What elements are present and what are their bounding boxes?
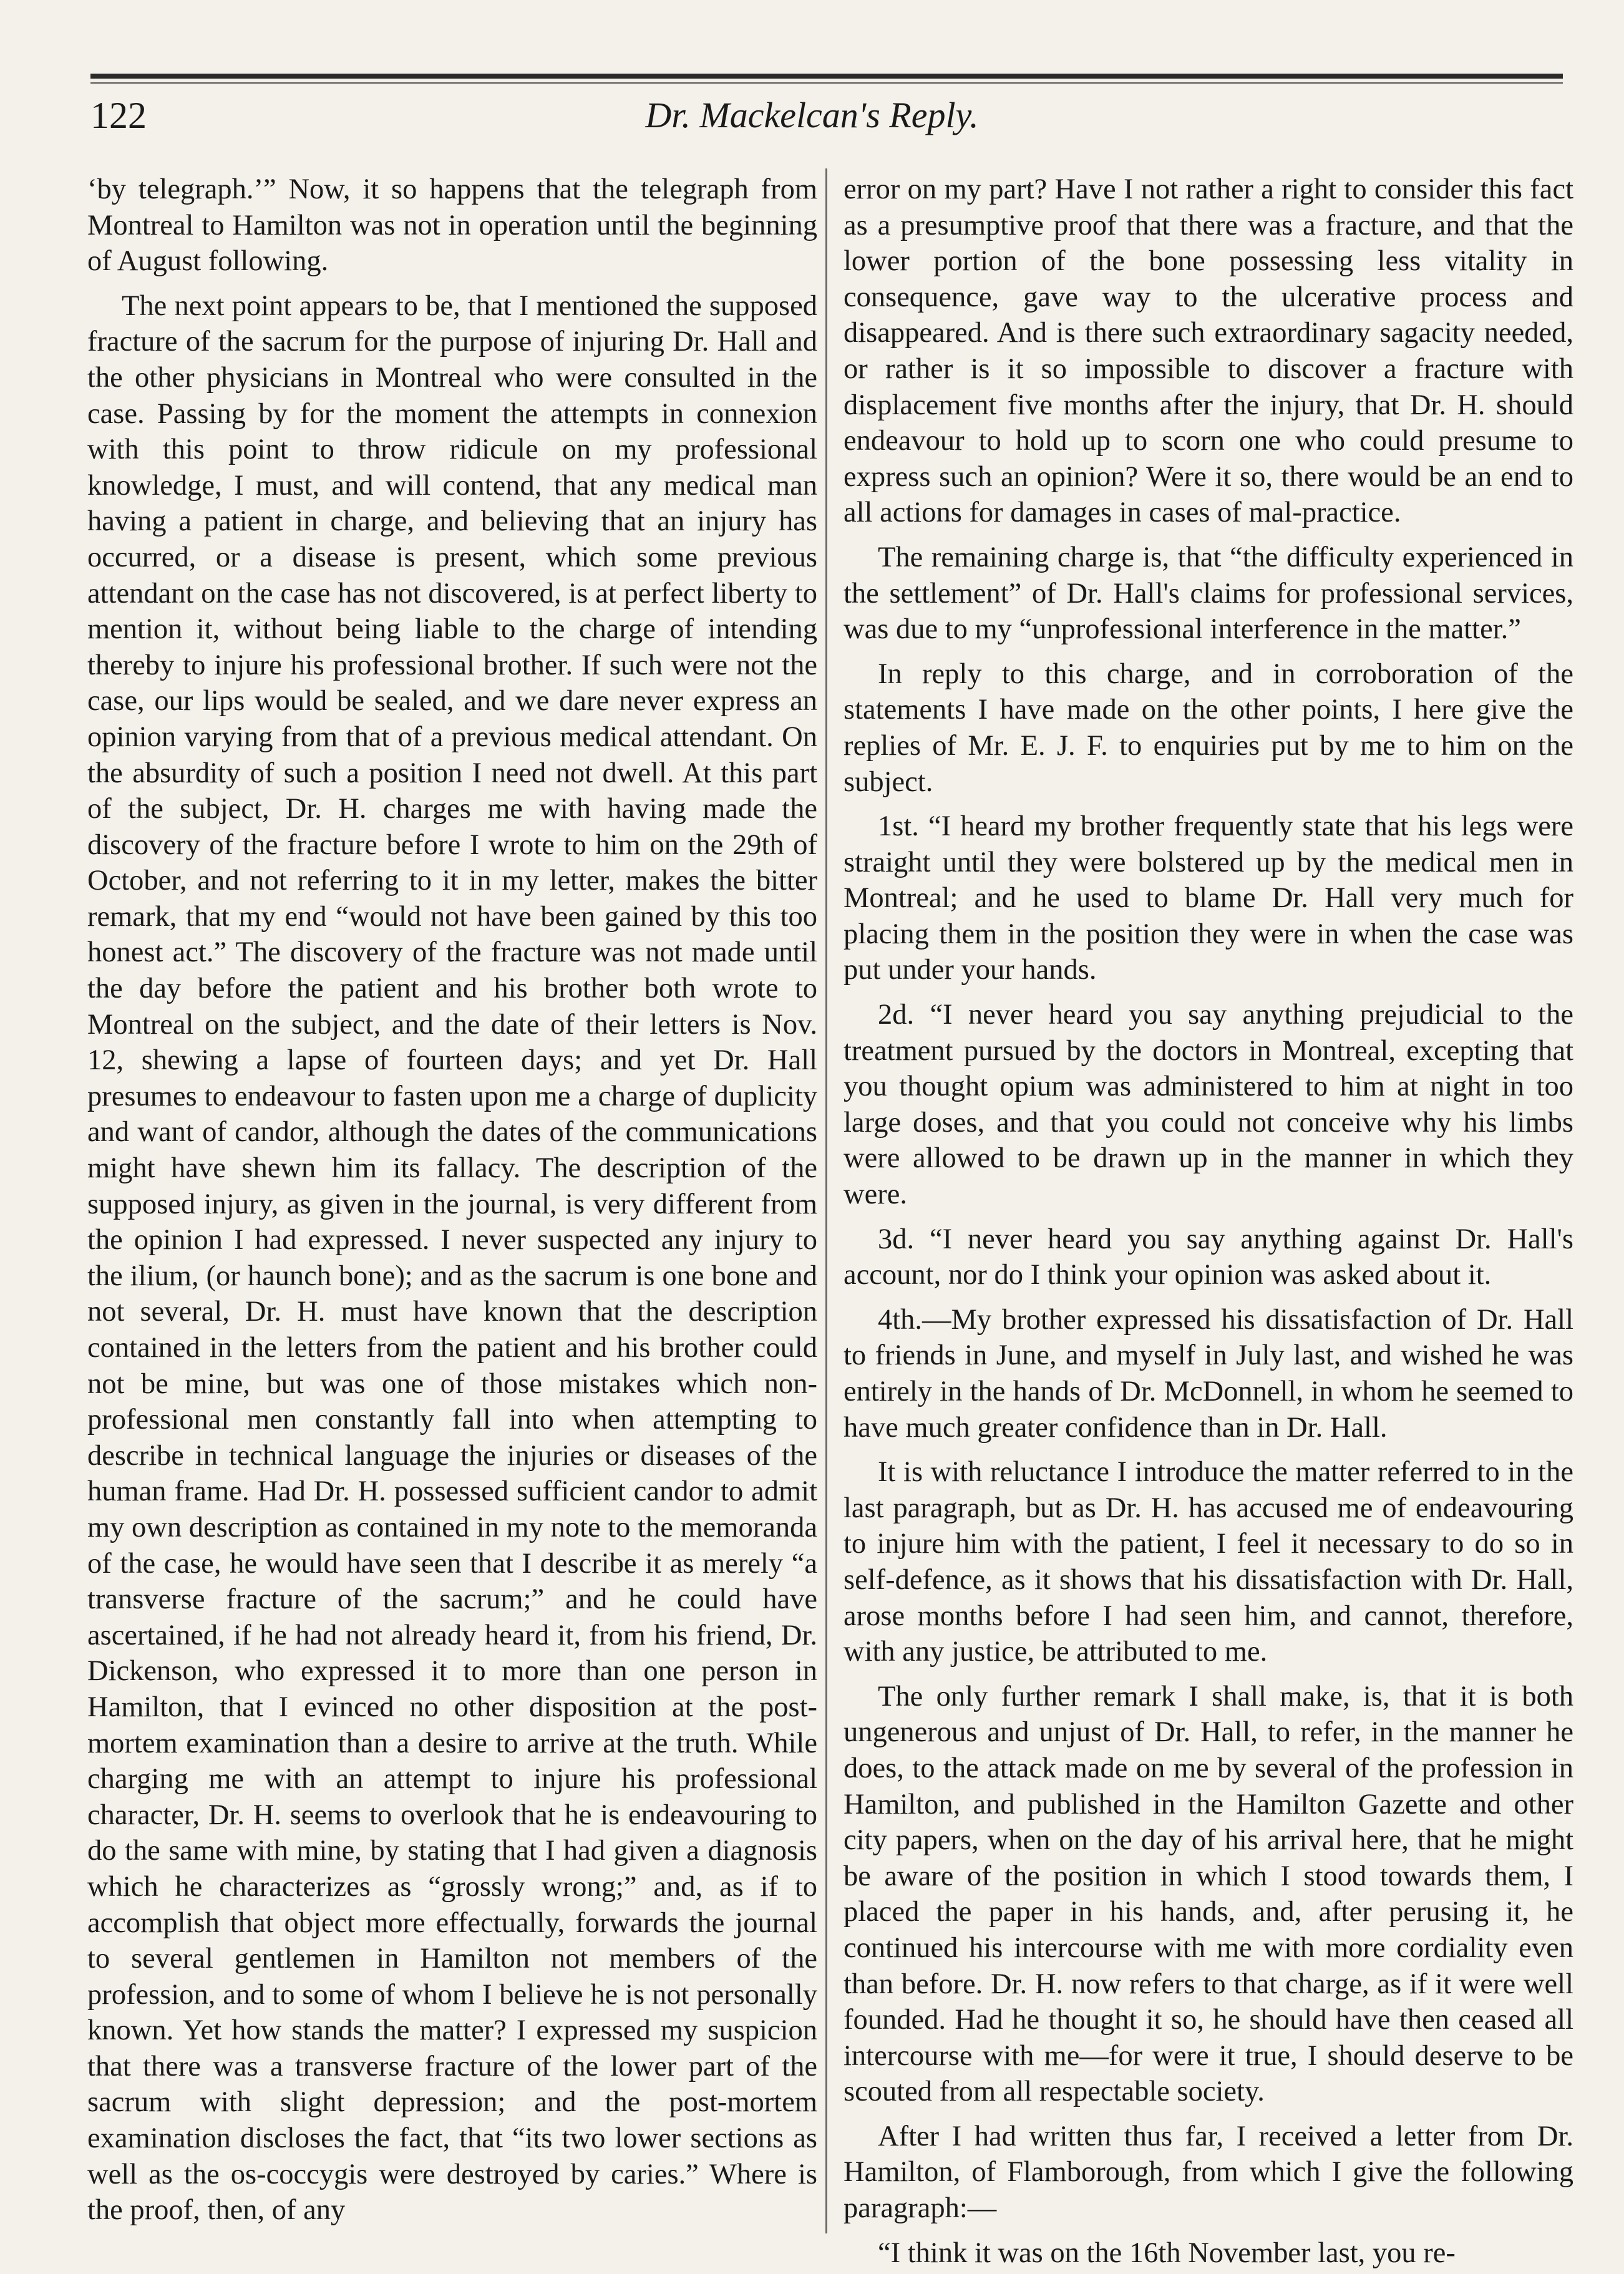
header-rule-thick <box>90 74 1563 79</box>
paragraph: It is with reluctance I introduce the matter referred to in the last paragraph, but as Dr. H. has accused me of endeavouring to injure him with the patient, I feel it necessary to do so in self-defence, as it shows that his dissatisfaction with Dr. Hall, arose months before I had seen him, and cannot, therefore, with any justice, be attributed to me. <box>844 1456 1573 1668</box>
paragraph: The only further remark I shall make, is, that it is both ungenerous and unjust of Dr. Hall, to refer, in the manner he does, to the attack made on me by several of the profession in Hamilton, and published in the Hamilton Gazette and other city papers, when on the day of his arrival here, that he might be aware of the position in which I stood towards them, I placed the paper in his hands, and, after perusing it, he continued his intercourse with me with more cordiality even than before. Dr. H. now refers to that charge, as if it were well founded. Had he thought it so, he should have then ceased all intercourse with me—for were it true, I should deserve to be scouted from all respectable society. <box>844 1680 1573 2108</box>
paragraph: 1st. “I heard my brother frequently state that his legs were straight until they were bolstered up by the medical men in Montreal; and he used to blame Dr. Hall very much for placing them in the position they were in when the case was put under your hands. <box>844 810 1573 986</box>
right-column <box>844 172 1573 2269</box>
paragraph: 4th.—My brother expressed his dissatisfaction of Dr. Hall to friends in June, and myself in July last, and wished he was entirely in the hands of Dr. McDonnell, in whom he seemed to have much greater confidence than in Dr. Hall. <box>844 1303 1573 1444</box>
paragraph: error on my part? Have I not rather a right to consider this fact as a presumptive proof that there was a fracture, and that the lower portion of the bone possessing less vitality in consequence, gave way to the ulcerative process and disappeared. And is there such extraordinary sagacity needed, or rather is it so impossible to discover a fracture with displacement five months after the injury, that Dr. H. should endeavour to hold up to scorn one who could presume to express such an opinion? Were it so, there would be an end to all actions for damages in cases of mal-practice. <box>844 173 1573 529</box>
running-head: Dr. Mackelcan's Reply. <box>645 95 979 135</box>
paragraph: After I had written thus far, I received a letter from Dr. Hamilton, of Flamborough, from which I give the following paragraph:— <box>844 2120 1573 2225</box>
paragraph: In reply to this charge, and in corroboration of the statements I have made on the other points, I here give the replies of Mr. E. J. F. to enquiries put by me to him on the subject. <box>844 658 1573 798</box>
paragraph: The remaining charge is, that “the difficulty experienced in the settlement” of Dr. Hall's claims for professional services, was due to my “unprofessional interference in the matter.” <box>844 541 1573 646</box>
paragraph: “I think it was on the 16th November last, you re- <box>878 2237 1456 2269</box>
paragraph: The next point appears to be, that I mentioned the supposed fracture of the sacrum for the purpose of injuring Dr. Hall and the other physicians in Montreal who were consulted in the case. Passing by for the moment the attempts in connexion with this point to throw ridicule on my professional knowledge, I must, and will contend, that any medical man having a patient in charge, and believing that an injury has occurred, or a disease is present, which some previous attendant on the case has not discovered, is at perfect liberty to mention it, without being liable to the charge of intending thereby to injure his professional brother. If such were not the case, our lips would be sealed, and we dare never express an opinion varying from that of a previous medical attendant. On the absurdity of such a position I need not dwell. At this part of the subject, Dr. H. charges me with having made the discovery of the fracture before I wrote to him on the 29th of October, and not referring to it in my letter, makes the bitter remark, that my end “would not have been gained by this too honest act.” The discovery of the fracture was not made until the day before the patient and his brother both wrote to Montreal on the subject, and the date of their letters is Nov. 12, shewing a lapse of fourteen days; and yet Dr. Hall presumes to endeavour to fasten upon me a charge of duplicity and want of candor, although the dates of the communications might have shewn him its fallacy. The description of the supposed injury, as given in the journal, is very different from the opinion I had expressed. I never suspected any injury to the ilium, (or haunch bone); and as the sacrum is one bone and not several, Dr. H. must have known that the description contained in the letters from the patient and his brother could not be mine, but was one of those mistakes which non-professional men constantly fall into when attempting to describe in technical language the injuries or diseases of the human frame. Had Dr. H. possessed sufficient candor to admit my own description as contained in my note to the memoranda of the case, he would have seen that I describe it as merely “a transverse fracture of the sacrum;” and he could have ascertained, if he had not already heard it, from his friend, Dr. Dickenson, who expressed it to more than one person in Hamilton, that I evinced no other disposition at the post-mortem examination than a desire to arrive at the truth. While charging me with an attempt to injure his professional character, Dr. H. seems to overlook that he is endeavouring to do the same with mine, by stating that I had given a diagnosis which he characterizes as “grossly wrong;” and, as if to accomplish that object more effectually, forwards the journal to several gentlemen in Hamilton not members of the profession, and to some of whom I believe he is not personally known. Yet how stands the matter? I expressed my suspicion that there was a transverse fracture of the lower part of the sacrum with slight depression; and the post-mortem examination discloses the fact, that “its two lower sections as well as the os-coccygis were destroyed by caries.” Where is the proof, then, of any <box>87 289 817 2227</box>
column-divider <box>825 168 827 2233</box>
page-number: 122 <box>90 95 147 136</box>
paragraph: 3d. “I never heard you say anything against Dr. Hall's account, nor do I think your opinion was asked about it. <box>844 1223 1573 1291</box>
paragraph: ‘by telegraph.’” Now, it so happens that the telegraph from Montreal to Hamilton was not in operation until the beginning of August following. <box>87 173 817 278</box>
left-column <box>87 172 817 2243</box>
header-rule-thin <box>90 82 1563 84</box>
paragraph: 2d. “I never heard you say anything prejudicial to the treatment pursued by the doctors in Montreal, excepting that you thought opium was administered to him at night in too large doses, and that you could not conceive why his limbs were allowed to be drawn up in the manner in which they were. <box>844 999 1573 1211</box>
